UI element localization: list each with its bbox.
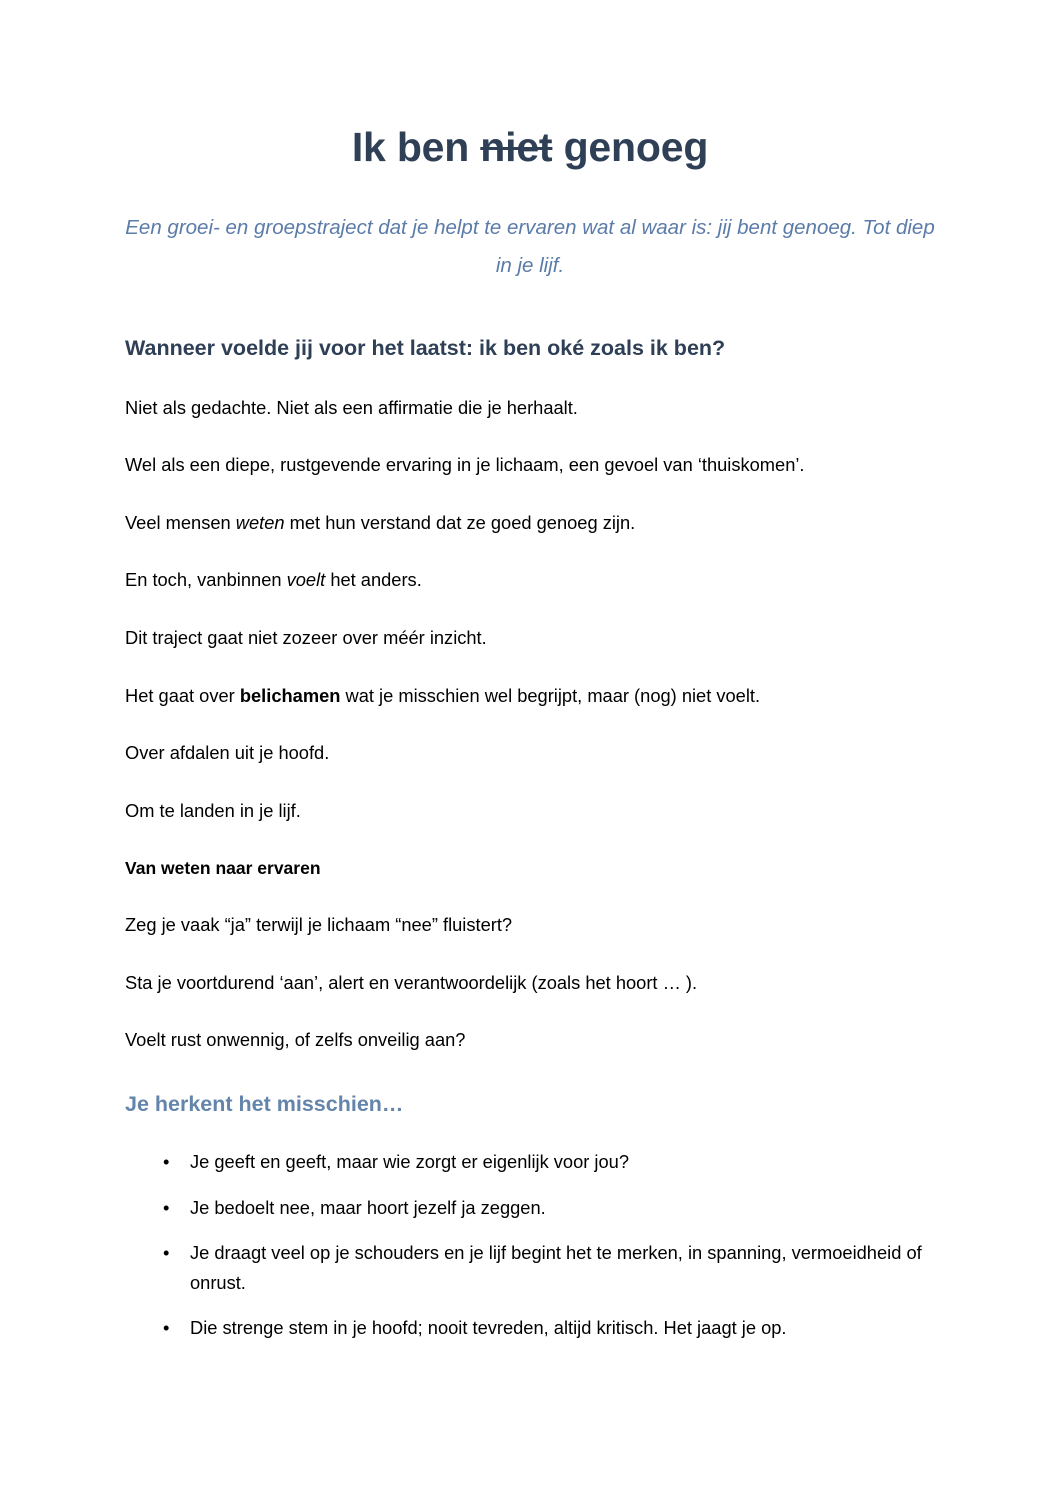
bullet-point-icon: • — [163, 1317, 170, 1339]
section-heading-2: Je herkent het misschien… — [125, 1091, 404, 1116]
list-item — [125, 1222, 935, 1297]
paragraph: Voelt rust onwennig, of zelfs onveilig aan? — [125, 1029, 466, 1051]
paragraph-text: het anders. — [325, 569, 422, 591]
paragraph: Sta je voortdurend ‘aan’, alert en verantwoordelijk (zoals het hoort … ). — [125, 971, 698, 993]
list-item — [125, 1297, 935, 1343]
subheading-van-weten-naar-ervaren: Van weten naar ervaren — [125, 858, 321, 879]
list-item — [125, 1177, 935, 1223]
bullet-point-icon: • — [163, 1150, 170, 1172]
paragraph-weten — [125, 479, 935, 537]
list-item-label: Je geeft en geeft, maar wie zorgt er eigenlijk voor jou? — [190, 1150, 629, 1172]
bullet-point-icon: • — [163, 1242, 170, 1264]
list-item-label: Je draagt veel op je schouders en je lijf begint het te merken, in spanning, vermoeidheid of onrust. — [190, 1242, 922, 1293]
emphasis-weten: weten — [235, 511, 285, 533]
title-prefix: Ik ben — [351, 124, 481, 170]
paragraph-text: Het gaat over — [125, 684, 240, 706]
paragraph-text: wat je misschien wel begrijpt, maar (nog) niet voelt. — [340, 684, 761, 706]
strong-belichamen: belichamen — [239, 684, 341, 706]
paragraph: Niet als gedachte. Niet als een affirmatie die je herhaalt. — [125, 396, 578, 418]
paragraph: Dit traject gaat niet zozeer over méér inzicht. — [125, 626, 487, 648]
paragraph: Om te landen in je lijf. — [125, 799, 301, 821]
paragraph-belichamen — [125, 652, 935, 710]
section-heading-1: Wanneer voelde jij voor het laatst: ik ben oké zoals ik ben? — [125, 335, 726, 360]
list-item — [125, 1147, 935, 1177]
paragraph: Over afdalen uit je hoofd. — [125, 742, 330, 764]
title-suffix: genoeg — [552, 124, 709, 170]
list-item-label: Je bedoelt nee, maar hoort jezelf ja zeggen. — [190, 1196, 546, 1218]
paragraph: Zeg je vaak “ja” terwijl je lichaam “nee” fluistert? — [125, 914, 513, 936]
paragraph-text: met hun verstand dat ze goed genoeg zijn. — [284, 511, 636, 533]
title-struck-word: niet — [480, 124, 553, 170]
paragraph-text: En toch, vanbinnen — [125, 569, 287, 591]
list-item-label: Die strenge stem in je hoofd; nooit tevreden, altijd kritisch. Het jaagt je op. — [190, 1317, 787, 1339]
recognition-bullet-list — [125, 1119, 935, 1343]
page-title — [125, 0, 935, 171]
bullet-point-icon: • — [163, 1196, 170, 1218]
emphasis-voelt: voelt — [286, 569, 326, 591]
page-subtitle: Een groei- en groepstraject dat je helpt te ervaren wat al waar is: jij bent genoeg. Tot diep in je lijf. — [125, 216, 935, 278]
paragraph-voelt — [125, 536, 935, 594]
paragraph-text: Veel mensen — [125, 511, 236, 533]
paragraph: Wel als een diepe, rustgevende ervaring in je lichaam, een gevoel van ‘thuiskomen’. — [125, 454, 805, 476]
document-content — [125, 0, 935, 1343]
